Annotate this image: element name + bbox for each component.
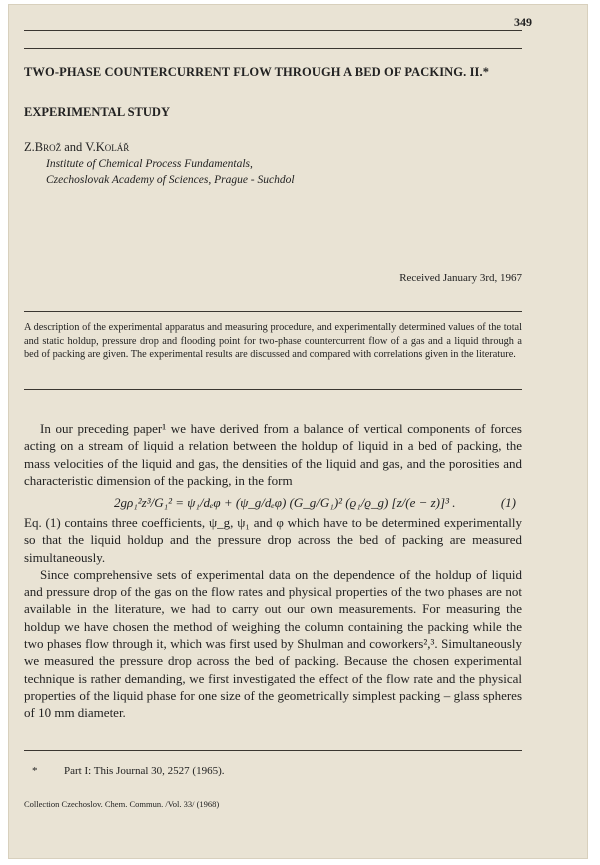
abstract: A description of the experimental apparatus and measuring procedure, and experimentally determined values of the total and static holdup, pressure drop and flooding point for two-phase countercurrent flow of a gas and a liquid through a bed of packing are given. The experimental results are discussed and compared with correlations given in the literature.	[24, 322, 522, 361]
header-rule-lower	[24, 48, 522, 49]
journal-footer: Collection Czechoslov. Chem. Commun. /Vol. 33/ (1968)	[24, 799, 220, 809]
footnote-mark: *	[32, 765, 38, 777]
equation-formula: 2gρ₁²z³/G₁² = ψ₁/dₑφ + (ψ_g/dₑφ) (G_g/G₁)² (ϱ₁/ϱ_g) [z/(e − z)]³ .	[114, 495, 456, 510]
author-1-surname: Brož	[34, 140, 62, 154]
author-1-initial: Z.	[24, 140, 35, 154]
footnote-rule	[24, 750, 522, 751]
institution-line-2: Czechoslovak Academy of Sciences, Prague - Suchdol	[46, 174, 295, 186]
institution-line-1: Institute of Chemical Process Fundamentals,	[46, 158, 253, 170]
body-paragraph-3: Since comprehensive sets of experimental data on the dependence of the holdup of liquid and pressure drop of the gas on the flow rates and physical properties of the two phases are not available in the literature, we had to carry out our own measurements. For measuring the holdup we have chosen the method of weighing the column containing the packing while the two phases flow through it, which was first used by Shulman and coworkers²,³. Simultaneously we measured the pressure drop across the bed of packing. Because the chosen experimental technique is rather demanding, we first investigated the effect of the flow rate and the physical properties of the liquid phase for one size of the geometrically simplest packing – glass spheres of 10 mm diameter.	[24, 566, 522, 721]
body-text	[24, 514, 522, 722]
abstract-bottom-rule	[24, 389, 522, 390]
paper-title: TWO-PHASE COUNTERCURRENT FLOW THROUGH A BED OF PACKING. II.*	[24, 65, 490, 79]
author-2-surname: Kolář	[95, 140, 130, 154]
authors-conjunction: and	[64, 140, 83, 154]
page-number: 349	[514, 15, 532, 29]
body-para-1-block	[24, 420, 522, 489]
authors	[24, 140, 129, 155]
institution	[46, 156, 295, 188]
footnote-text: Part I: This Journal 30, 2527 (1965).	[64, 765, 225, 777]
author-2-initial: V.	[85, 140, 96, 154]
body-paragraph-2: Eq. (1) contains three coefficients, ψ_g, ψ₁ and φ which have to be determined experimentally so that the liquid holdup and the pressure drop across the bed of packing are measured simultaneously.	[24, 515, 522, 565]
paper-subtitle: EXPERIMENTAL STUDY	[24, 105, 170, 119]
header-rule	[24, 30, 522, 31]
footnote	[32, 765, 225, 777]
abstract-top-rule	[24, 311, 522, 312]
body-paragraph-1: In our preceding paper¹ we have derived from a balance of vertical components of forces acting on a stream of liquid a relation between the holdup of liquid in a bed of packing, the mass velocities of the liquid and gas, the densities of the liquid and gas, and the porosities and characteristic dimension of the packing, in the form	[24, 421, 522, 488]
equation-number: (1)	[500, 495, 516, 510]
received-date: Received January 3rd, 1967	[399, 272, 522, 284]
